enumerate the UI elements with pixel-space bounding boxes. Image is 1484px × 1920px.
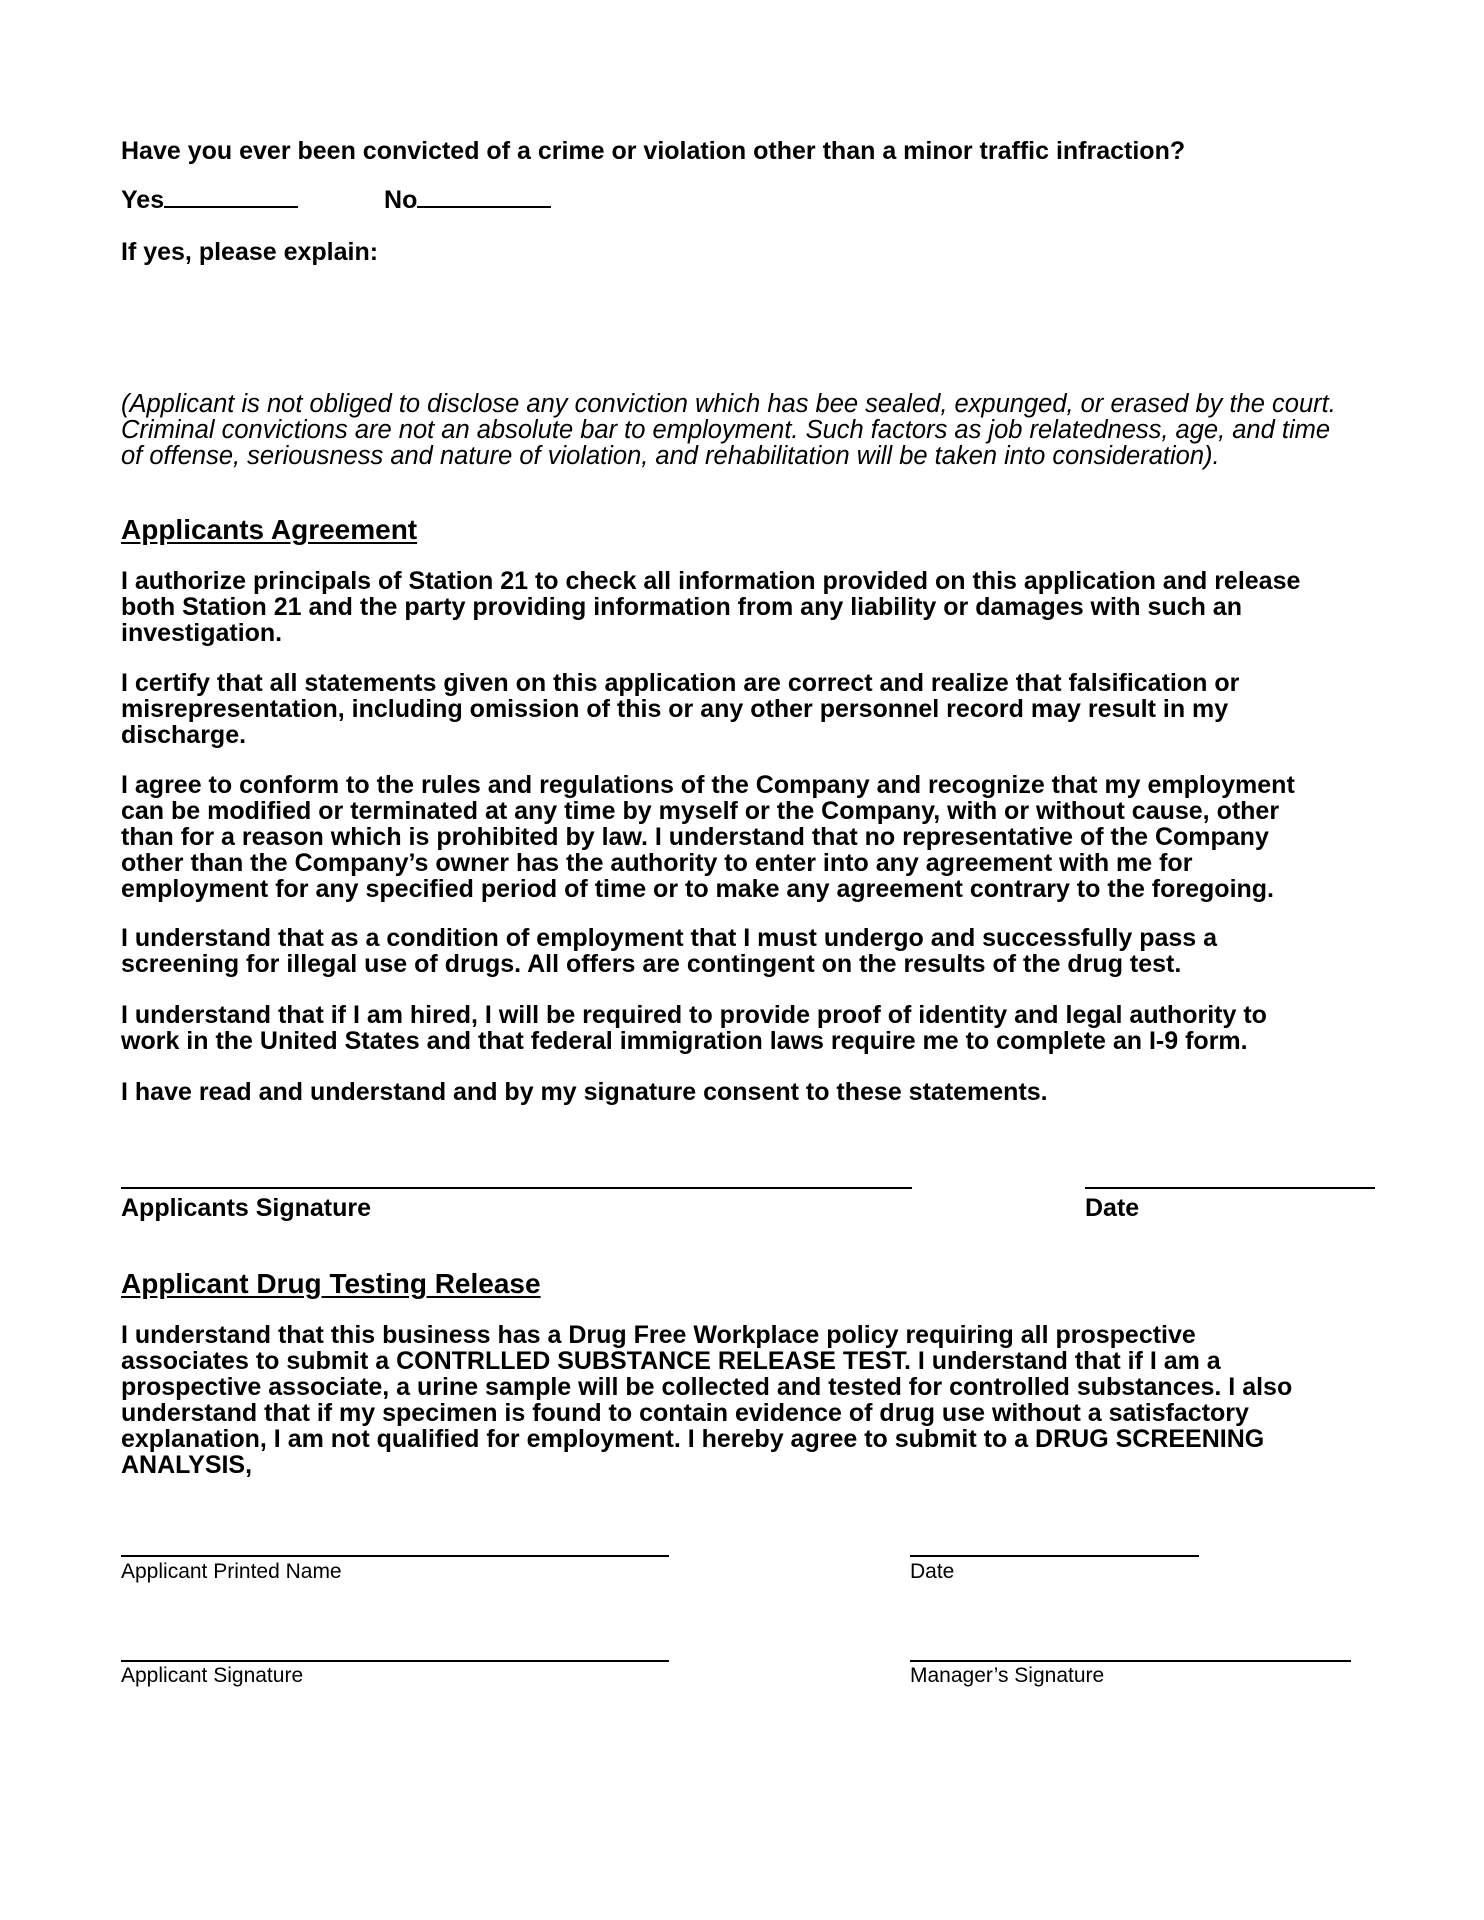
yes-answer-blank[interactable]	[164, 186, 298, 208]
no-label: No	[384, 186, 418, 214]
paragraph-line: employment for any specified period of time or to make any agreement contrary to the foregoing.	[121, 875, 1275, 903]
applicants-signature-label: Applicants Signature	[121, 1194, 372, 1222]
no-answer-blank[interactable]	[417, 186, 551, 208]
paragraph-line: I understand that as a condition of employment that I must undergo and successfully pass a	[121, 924, 1218, 952]
paragraph-line: I agree to conform to the rules and regulations of the Company and recognize that my employment	[121, 771, 1295, 799]
yes-no-row	[121, 185, 551, 215]
paragraph-line: explanation, I am not qualified for employment. I hereby agree to submit to a DRUG SCREENING	[121, 1425, 1265, 1453]
printed-name-line[interactable]	[121, 1555, 669, 1557]
agreement-paragraph-conform	[121, 772, 1421, 902]
agreement-paragraph-consent	[121, 1079, 1421, 1105]
paragraph-line: I authorize principals of Station 21 to check all information provided on this application and release	[121, 567, 1301, 595]
release-date-line[interactable]	[910, 1555, 1199, 1557]
disclaimer-line: Criminal convictions are not an absolute bar to employment. Such factors as job relatedness, age, and time	[121, 416, 1331, 444]
explanation-area[interactable]	[121, 270, 1421, 380]
applicant-signature-release-line[interactable]	[121, 1660, 669, 1662]
agreement-paragraph-identity	[121, 1002, 1421, 1054]
agreement-paragraph-authorize	[121, 568, 1421, 646]
paragraph-line: ANALYSIS,	[121, 1451, 253, 1479]
paragraph-line: I have read and understand and by my signature consent to these statements.	[121, 1078, 1048, 1106]
agreement-date-label: Date	[1085, 1194, 1140, 1222]
drug-release-paragraph	[121, 1322, 1421, 1478]
explain-label: If yes, please explain:	[121, 238, 379, 266]
paragraph-line: screening for illegal use of drugs. All offers are contingent on the results of the drug test.	[121, 950, 1182, 978]
applicant-signature-line[interactable]	[121, 1187, 912, 1189]
signature-date-line[interactable]	[1085, 1187, 1375, 1189]
paragraph-line: discharge.	[121, 721, 247, 749]
paragraph-line: I understand that if I am hired, I will be required to provide proof of identity and legal authority to	[121, 1001, 1267, 1029]
release-date-label: Date	[910, 1560, 955, 1583]
agreement-paragraph-certify	[121, 670, 1421, 748]
paragraph-line: than for a reason which is prohibited by law. I understand that no representative of the Company	[121, 823, 1269, 851]
paragraph-line: associates to submit a CONTRLLED SUBSTANCE RELEASE TEST. I understand that if I am a	[121, 1347, 1221, 1375]
paragraph-line: understand that if my specimen is found to contain evidence of drug use without a satisfactory	[121, 1399, 1249, 1427]
applicant-signature-label: Applicant Signature	[121, 1664, 304, 1687]
agreement-paragraph-drug-screening	[121, 925, 1421, 977]
printed-name-label: Applicant Printed Name	[121, 1560, 342, 1583]
paragraph-line: I understand that this business has a Drug Free Workplace policy requiring all prospective	[121, 1321, 1196, 1349]
drug-release-heading: Applicant Drug Testing Release	[121, 1268, 541, 1299]
disclaimer-line: of offense, seriousness and nature of violation, and rehabilitation will be taken into consideration).	[121, 442, 1220, 470]
yes-label: Yes	[121, 186, 165, 214]
paragraph-line: misrepresentation, including omission of this or any other personnel record may result in my	[121, 695, 1229, 723]
paragraph-line: I certify that all statements given on this application are correct and realize that falsification or	[121, 669, 1240, 697]
manager-signature-line[interactable]	[910, 1660, 1351, 1662]
paragraph-line: prospective associate, a urine sample will be collected and tested for controlled substances. I also	[121, 1373, 1293, 1401]
conviction-question: Have you ever been convicted of a crime or violation other than a minor traffic infraction?	[121, 137, 1186, 165]
paragraph-line: investigation.	[121, 619, 283, 647]
paragraph-line: can be modified or terminated at any time by myself or the Company, with or without cause, other	[121, 797, 1280, 825]
paragraph-line: both Station 21 and the party providing information from any liability or damages with such an	[121, 593, 1242, 621]
disclaimer-line: (Applicant is not obliged to disclose any conviction which has bee sealed, expunged, or erased by the court.	[121, 390, 1336, 418]
paragraph-line: other than the Company’s owner has the authority to enter into any agreement with me for	[121, 849, 1193, 877]
agreement-heading: Applicants Agreement	[121, 514, 418, 545]
conviction-disclaimer	[121, 391, 1461, 469]
paragraph-line: work in the United States and that federal immigration laws require me to complete an I-9 form.	[121, 1027, 1248, 1055]
manager-signature-label: Manager’s Signature	[910, 1664, 1105, 1687]
